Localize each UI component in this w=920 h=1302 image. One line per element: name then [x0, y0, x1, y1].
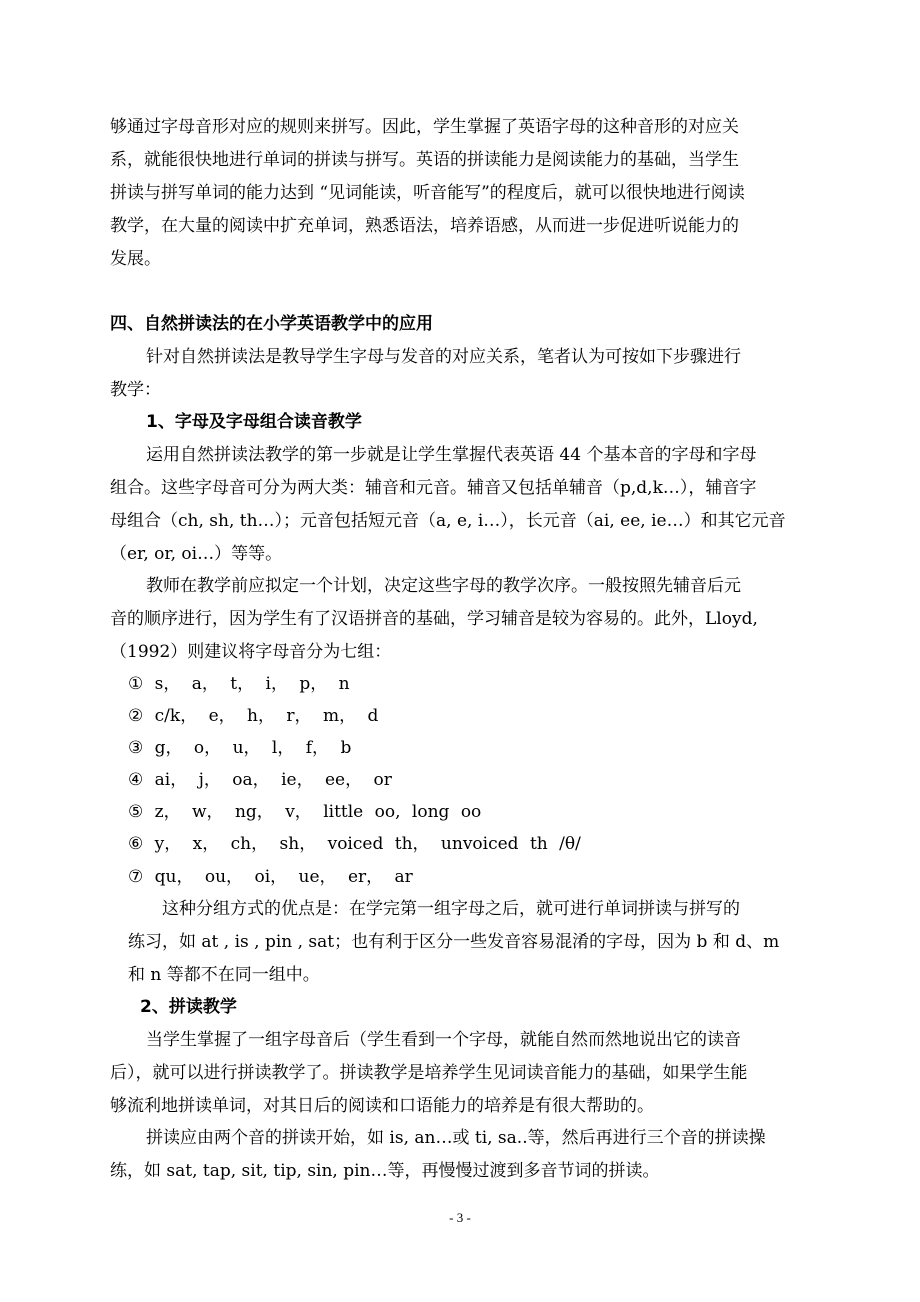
paragraph-line: 教师在教学前应拟定一个计划，决定这些字母的教学次序。一般按照先辅音后元	[146, 576, 741, 596]
letter-group-item: ② c/k， e， h， r， m， d	[128, 706, 379, 726]
paragraph-line: 组合。这些字母音可分为两大类：辅音和元音。辅音又包括单辅音（p,d,k…），辅音字	[110, 478, 757, 498]
letter-group-item: ⑤ z， w， ng， v， little oo, long oo	[128, 802, 482, 822]
paragraph-line: 和 n 等都不在同一组中。	[128, 965, 320, 985]
sub-heading: 2、拼读教学	[140, 997, 237, 1017]
paragraph-line: 系，就能很快地进行单词的拼读与拼写。英语的拼读能力是阅读能力的基础，当学生	[110, 150, 739, 170]
paragraph-line: 拼读应由两个音的拼读开始，如 is, an…或 ti, sa..等，然后再进行三个音的拼读操	[146, 1128, 766, 1148]
paragraph-line: 母组合（ch, sh, th…）；元音包括短元音（a, e, i…），长元音（ai, ee, ie…）和其它元音	[110, 511, 786, 531]
letter-group-item: ③ g， o， u， l， f， b	[128, 738, 352, 758]
paragraph-line: （1992）则建议将字母音分为七组：	[110, 642, 392, 662]
paragraph-line: 够通过字母音形对应的规则来拼写。因此，学生掌握了英语字母的这种音形的对应关	[110, 117, 739, 137]
paragraph-line: 音的顺序进行，因为学生有了汉语拼音的基础，学习辅音是较为容易的。此外，Lloyd,	[110, 609, 758, 629]
letter-group-item: ⑥ y， x， ch， sh， voiced th， unvoiced th /θ/	[128, 834, 581, 854]
paragraph-line: （er, or, oi…）等等。	[110, 544, 283, 564]
paragraph-line: 练习，如 at , is , pin , sat；也有利于区分一些发音容易混淆的字母，因为 b 和 d、m	[128, 932, 780, 952]
page-number: - 3 -	[449, 1210, 471, 1225]
paragraph-line: 这种分组方式的优点是：在学完第一组字母之后，就可进行单词拼读与拼写的	[162, 899, 740, 919]
letter-group-item: ④ ai， j， oa， ie， ee， or	[128, 770, 392, 790]
paragraph-line: 针对自然拼读法是教导学生字母与发音的对应关系，笔者认为可按如下步骤进行	[146, 347, 741, 367]
paragraph-line: 教学：	[110, 380, 161, 400]
paragraph-line: 发展。	[110, 249, 161, 269]
paragraph-line: 拼读与拼写单词的能力达到 “见词能读，听音能写”的程度后，就可以很快地进行阅读	[110, 183, 745, 203]
paragraph-line: 练，如 sat, tap, sit, tip, sin, pin…等，再慢慢过渡到多音节词的拼读。	[110, 1161, 660, 1181]
paragraph-line: 当学生掌握了一组字母音后（学生看到一个字母，就能自然而然地说出它的读音	[146, 1030, 741, 1050]
paragraph-line: 教学，在大量的阅读中扩充单词，熟悉语法，培养语感，从而进一步促进听说能力的	[110, 216, 739, 236]
letter-group-item: ① s， a， t， i， p， n	[128, 674, 350, 694]
paragraph-line: 后），就可以进行拼读教学了。拼读教学是培养学生见词读音能力的基础，如果学生能	[110, 1063, 748, 1083]
paragraph-line: 运用自然拼读法教学的第一步就是让学生掌握代表英语 44 个基本音的字母和字母	[146, 445, 757, 465]
section-heading: 四、自然拼读法的在小学英语教学中的应用	[110, 314, 433, 334]
paragraph-line: 够流利地拼读单词，对其日后的阅读和口语能力的培养是有很大帮助的。	[110, 1096, 654, 1116]
sub-heading: 1、字母及字母组合读音教学	[146, 412, 362, 432]
letter-group-item: ⑦ qu， ou， oi， ue， er， ar	[128, 867, 413, 887]
